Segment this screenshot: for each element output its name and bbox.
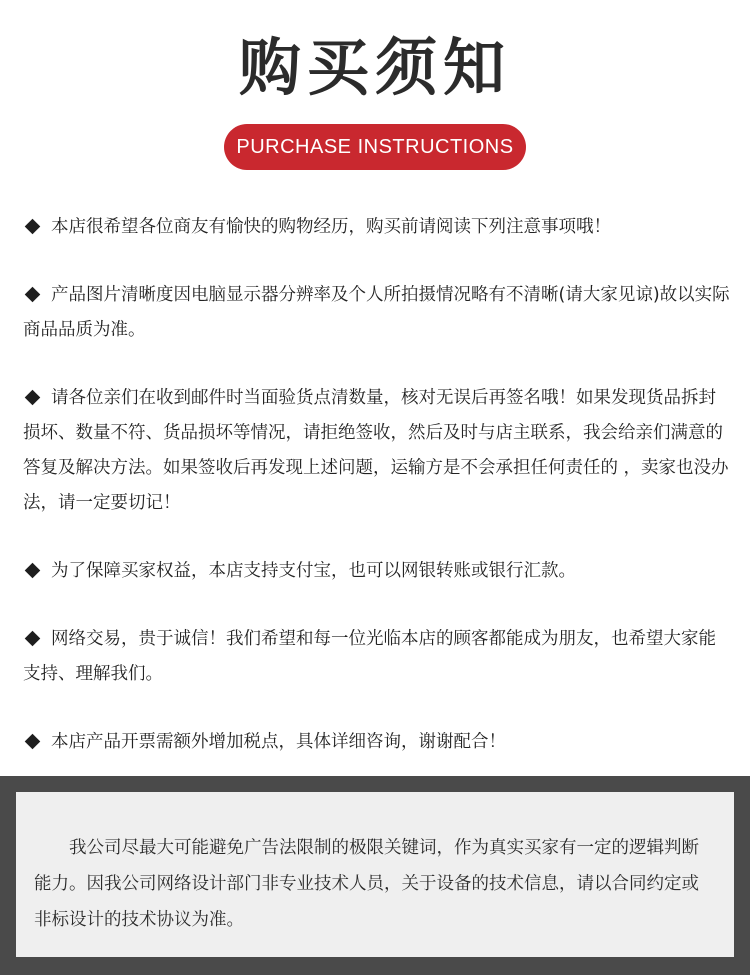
disclaimer-box: [16, 792, 734, 957]
diamond-bullet-icon: [25, 733, 41, 749]
diamond-bullet-icon: [25, 286, 41, 302]
list-item-text: 网络交易，贵于诚信！我们希望和每一位光临本店的顾客都能成为朋友，也希望大家能支持、理解我们。: [23, 629, 716, 684]
disclaimer-frame: [0, 776, 750, 975]
subtitle-badge: PURCHASE INSTRUCTIONS: [224, 124, 526, 170]
list-item: [23, 554, 733, 589]
list-item: [23, 725, 733, 760]
list-item-text: 为了保障买家权益，本店支持支付宝，也可以网银转账或银行汇款。: [51, 561, 576, 581]
list-item: [23, 622, 733, 692]
list-item: [23, 278, 733, 348]
list-item-text: 本店产品开票需额外增加税点，具体详细咨询，谢谢配合！: [51, 732, 506, 752]
diamond-bullet-icon: [25, 218, 41, 234]
list-item-text: 产品图片清晰度因电脑显示器分辨率及个人所拍摄情况略有不清晰(请大家见谅)故以实际商品品质为准。: [23, 285, 730, 340]
list-item: [23, 210, 733, 245]
list-item: [23, 381, 733, 521]
disclaimer-text: 我公司尽最大可能避免广告法限制的极限关键词，作为真实买家有一定的逻辑判断能力。因我公司网络设计部门非专业技术人员，关于设备的技术信息，请以合同约定或非标设计的技术协议为准。: [34, 838, 699, 930]
diamond-bullet-icon: [25, 630, 41, 646]
diamond-bullet-icon: [25, 389, 41, 405]
list-item-text: 请各位亲们在收到邮件时当面验货点清数量，核对无误后再签名哦！如果发现货品拆封损坏、数量不符、货品损坏等情况，请拒绝签收，然后及时与店主联系，我会给亲们满意的答复及解决方法。如果签收后再发现上述问题，运输方是不会承担任何责任的 ，卖家也没办法，请一定要切记！: [23, 388, 729, 513]
diamond-bullet-icon: [25, 562, 41, 578]
instructions-list: [23, 210, 733, 793]
page-title: 购买须知: [238, 31, 511, 104]
list-item-text: 本店很希望各位商友有愉快的购物经历，购买前请阅读下列注意事项哦！: [51, 217, 611, 237]
